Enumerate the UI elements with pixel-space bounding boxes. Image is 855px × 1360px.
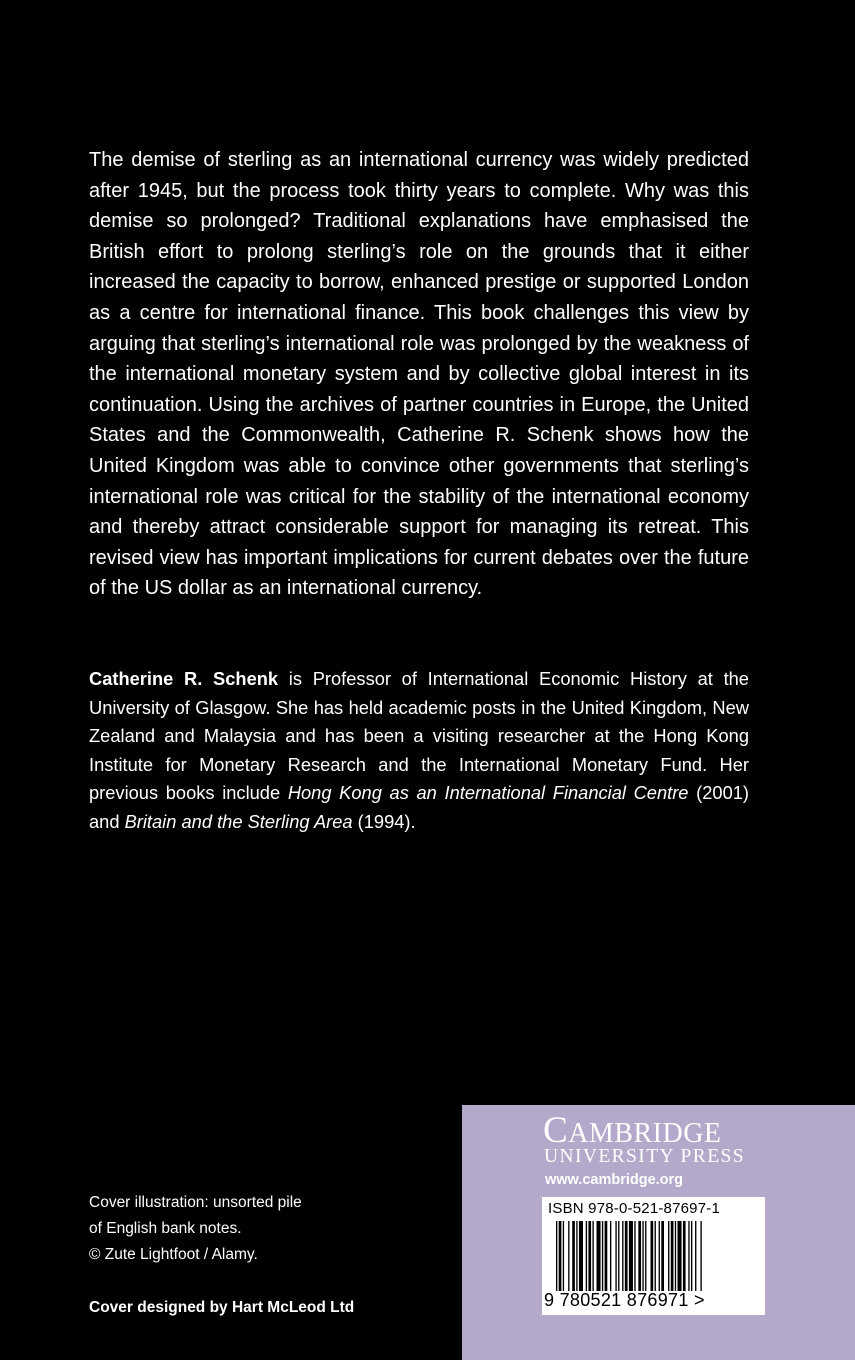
credit-line-3: © Zute Lightfoot / Alamy. — [89, 1246, 258, 1263]
bio-text-1: is Professor of International Economic History at the University of Glasgow. She has held academic posts in the United Kingdom, New Zealand and Malaysia and has been a visiting researcher at the Hong Kong Institute for Monetary Research and the International Monetary Fund. Her previous books include — [89, 668, 749, 804]
book-title-2: Britain and the Sterling Area — [124, 810, 353, 832]
publisher-website: www.cambridge.org — [545, 1172, 684, 1188]
barcode-icon — [556, 1221, 752, 1291]
bio-text-3: (1994). — [352, 810, 416, 832]
publisher-name-rest: AMBRIDGE — [568, 1118, 722, 1149]
barcode-digits: 9 780521 876971 > — [544, 1290, 705, 1310]
credit-line-2: of English bank notes. — [89, 1220, 242, 1237]
publisher-press-label: UNIVERSITY PRESS — [544, 1146, 745, 1167]
book-title-1: Hong Kong as an International Financial Centre — [287, 782, 689, 804]
publisher-name-initial: C — [543, 1110, 569, 1151]
author-name: Catherine R. Schenk — [89, 668, 279, 689]
barcode-panel — [542, 1197, 765, 1315]
publisher-panel — [462, 1105, 855, 1360]
cover-illustration-credit — [89, 1190, 419, 1268]
bio-text-2: (2001) and — [89, 782, 749, 832]
author-bio — [89, 665, 749, 837]
cover-designer-credit: Cover designed by Hart McLeod Ltd — [89, 1299, 355, 1316]
back-cover-blurb: The demise of sterling as an international currency was widely predicted after 1945, but the process took thirty years to complete. Why was this demise so prolonged? Traditional explanations have emphasised the British effort to prolong sterling’s role on the grounds that it either increased the capacity to borrow, enhanced prestige or supported London as a centre for international finance. This book challenges this view by arguing that sterling’s international role was prolonged by the weakness of the international monetary system and by collective global interest in its continuation. Using the archives of partner countries in Europe, the United States and the Commonwealth, Catherine R. Schenk shows how the United Kingdom was able to convince other governments that sterling’s international role was critical for the stability of the international economy and thereby attract considerable support for managing its retreat. This revised view has important implications for current debates over the future of the US dollar as an international currency. — [89, 149, 749, 600]
credit-line-1: Cover illustration: unsorted pile — [89, 1194, 302, 1211]
isbn-label: ISBN 978-0-521-87697-1 — [548, 1200, 721, 1217]
